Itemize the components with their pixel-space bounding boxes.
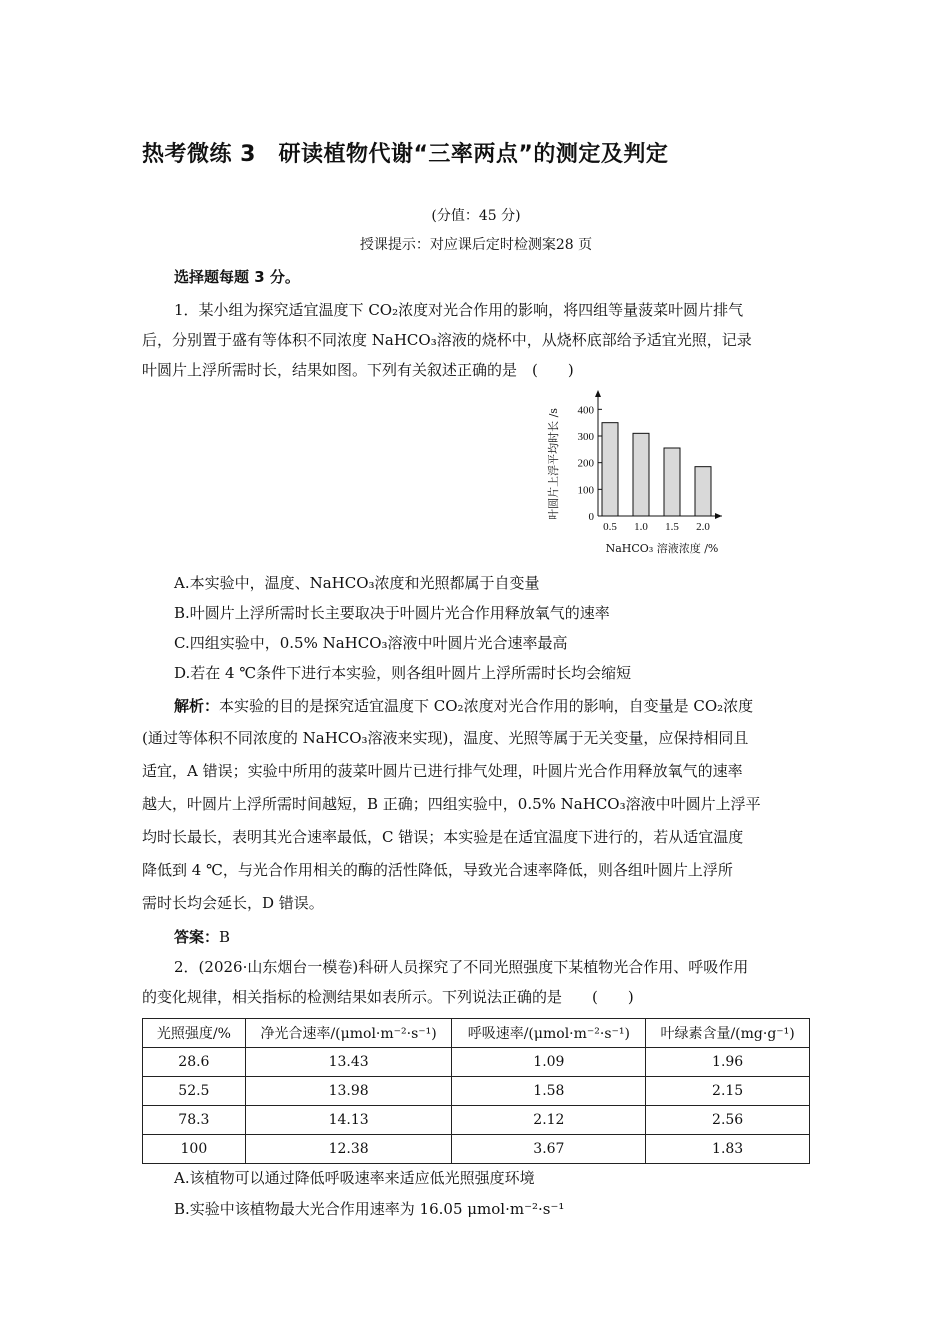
table-cell: 3.67	[452, 1135, 646, 1164]
table-cell: 28.6	[143, 1048, 246, 1077]
table-cell: 13.43	[245, 1048, 452, 1077]
x-tick-label: 2.0	[696, 521, 710, 533]
analysis-text-1: 本实验的目的是探究适宜温度下 CO₂浓度对光合作用的影响，自变量是 CO₂浓度	[219, 697, 754, 715]
q1-option-a: A.本实验中，温度、NaHCO₃浓度和光照都属于自变量	[174, 574, 540, 592]
q1-option-d: D.若在 4 ℃条件下进行本实验，则各组叶圆片上浮所需时长均会缩短	[174, 664, 632, 682]
table-row	[143, 1135, 810, 1164]
q1-analysis-line-1	[142, 696, 842, 716]
table-header-cell: 叶绿素含量/(mg·g⁻¹)	[646, 1019, 810, 1048]
x-axis-label: NaHCO₃ 溶液浓度 /%	[605, 542, 719, 555]
table-cell: 1.58	[452, 1077, 646, 1106]
bar	[695, 467, 711, 516]
table-row	[143, 1106, 810, 1135]
q2-stem-line-1: 2．(2026·山东烟台一模卷)科研人员探究了不同光照强度下某植物光合作用、呼吸作用	[174, 958, 749, 976]
y-tick-label: 300	[577, 431, 594, 443]
table-cell: 1.83	[646, 1135, 810, 1164]
table-header-row	[143, 1019, 810, 1048]
table-cell: 100	[143, 1135, 246, 1164]
x-axis-arrow	[715, 513, 722, 519]
q1-analysis-line-2: (通过等体积不同浓度的 NaHCO₃溶液来实现)，温度、光照等属于无关变量，应保持相同且	[142, 729, 749, 747]
table-cell: 78.3	[143, 1106, 246, 1135]
score-note: (分值：45 分)	[431, 208, 521, 224]
x-tick-label: 1.5	[665, 521, 679, 533]
q1-stem-line-2: 后，分别置于盛有等体积不同浓度 NaHCO₃溶液的烧杯中，从烧杯底部给予适宜光照，记录	[142, 331, 752, 349]
table-cell: 2.56	[646, 1106, 810, 1135]
page-title: 热考微练 3 研读植物代谢“三率两点”的测定及判定	[142, 142, 669, 167]
bar-chart	[540, 388, 736, 564]
y-tick-label: 200	[577, 457, 594, 470]
q1-answer	[142, 927, 842, 947]
q1-analysis-line-4: 越大，叶圆片上浮所需时间越短，B 正确；四组实验中，0.5% NaHCO₃溶液中叶圆片上浮平	[142, 795, 761, 813]
q1-analysis-line-7: 需时长均会延长，D 错误。	[142, 894, 324, 912]
table-cell: 14.13	[245, 1106, 452, 1135]
table-header-cell: 呼吸速率/(μmol·m⁻²·s⁻¹)	[452, 1019, 646, 1048]
y-tick-label: 400	[577, 404, 594, 417]
table-row	[143, 1077, 810, 1106]
x-tick-label: 1.0	[634, 521, 648, 533]
q2-stem-line-2: 的变化规律，相关指标的检测结果如表所示。下列说法正确的是 ( )	[142, 988, 634, 1006]
section-heading: 选择题每题 3 分。	[174, 268, 300, 286]
table-header-cell: 净光合速率/(μmol·m⁻²·s⁻¹)	[245, 1019, 452, 1048]
q2-option-a: A.该植物可以通过降低呼吸速率来适应低光照强度环境	[174, 1169, 535, 1187]
table-cell: 13.98	[245, 1077, 452, 1106]
table-cell: 2.15	[646, 1077, 810, 1106]
q1-option-b: B.叶圆片上浮所需时长主要取决于叶圆片光合作用释放氧气的速率	[174, 604, 610, 622]
q1-analysis-line-3: 适宜，A 错误；实验中所用的菠菜叶圆片已进行排气处理，叶圆片光合作用释放氧气的速率	[142, 762, 743, 780]
table-cell: 1.09	[452, 1048, 646, 1077]
table-cell: 52.5	[143, 1077, 246, 1106]
analysis-label: 解析：	[174, 697, 220, 715]
q1-stem-line-1: 1．某小组为探究适宜温度下 CO₂浓度对光合作用的影响，将四组等量菠菜叶圆片排气	[174, 301, 744, 319]
q1-option-c: C.四组实验中，0.5% NaHCO₃溶液中叶圆片光合速率最高	[174, 634, 568, 652]
table-cell: 12.38	[245, 1135, 452, 1164]
y-axis-label: 叶圆片上浮平均时长 /s	[547, 408, 560, 520]
q1-analysis-line-5: 均时长最长，表明其光合速率最低，C 错误；本实验是在适宜温度下进行的，若从适宜温度	[142, 828, 744, 846]
bar	[602, 423, 618, 516]
y-axis-arrow	[595, 390, 601, 397]
y-tick-label: 0	[588, 511, 594, 523]
answer-label: 答案：	[174, 928, 220, 946]
bar	[664, 448, 680, 516]
bar	[633, 433, 649, 516]
answer-value: B	[219, 928, 231, 946]
q1-stem-line-3: 叶圆片上浮所需时长，结果如图。下列有关叙述正确的是 ( )	[142, 361, 574, 379]
table-cell: 2.12	[452, 1106, 646, 1135]
table-cell: 1.96	[646, 1048, 810, 1077]
table-row	[143, 1048, 810, 1077]
x-tick-label: 0.5	[603, 521, 617, 533]
data-table	[142, 1018, 810, 1164]
q2-option-b: B.实验中该植物最大光合作用速率为 16.05 μmol·m⁻²·s⁻¹	[174, 1200, 565, 1218]
bar-chart-svg	[540, 388, 736, 564]
table-header-cell: 光照强度/%	[143, 1019, 246, 1048]
q1-analysis-line-6: 降低到 4 ℃，与光合作用相关的酶的活性降低，导致光合速率降低，则各组叶圆片上浮所	[142, 861, 733, 879]
lesson-hint: 授课提示：对应课后定时检测案28 页	[359, 237, 593, 253]
y-tick-label: 100	[577, 484, 594, 497]
